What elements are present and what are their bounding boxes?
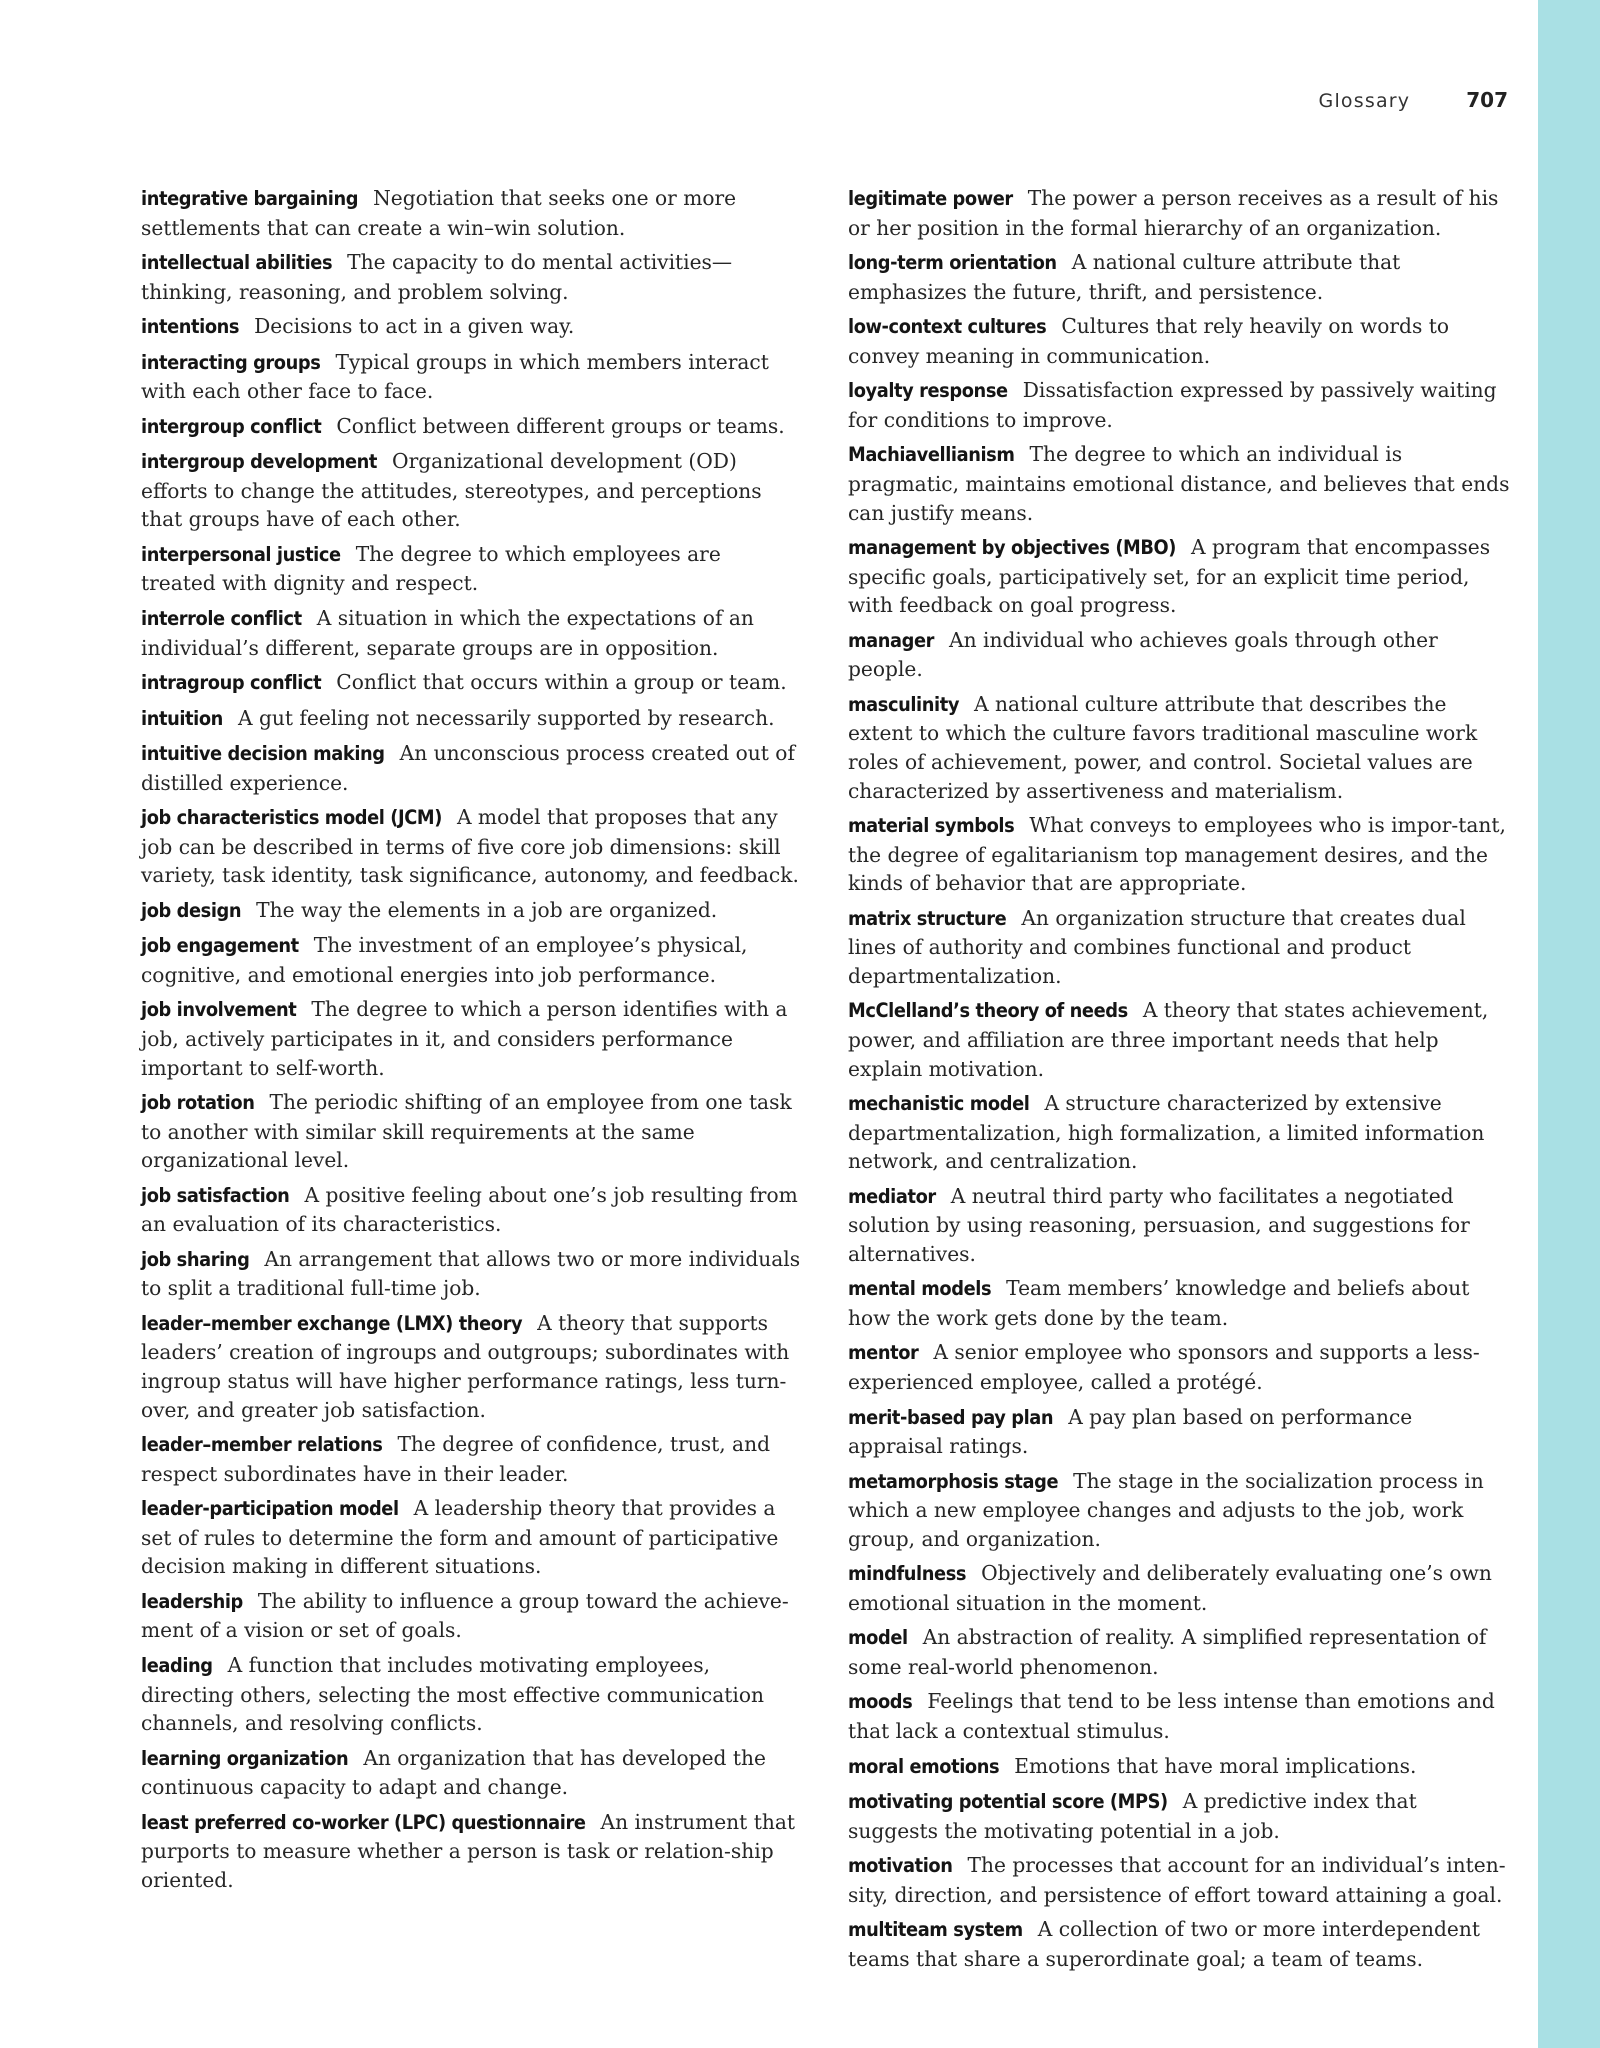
glossary-term: moods [848, 1690, 913, 1714]
glossary-entry [848, 312, 1510, 370]
glossary-term: job satisfaction [141, 1183, 290, 1207]
glossary-term: mechanistic model [848, 1092, 1030, 1116]
running-head [1200, 88, 1508, 112]
glossary-definition: A pay plan based on performance appraisal ratings. [848, 1404, 1413, 1459]
glossary-definition: Decisions to act in a given way. [254, 314, 575, 339]
glossary-term: multiteam system [848, 1918, 1023, 1942]
glossary-definition: A situation in which the expectations of an individual’s different, separate groups are in opposition. [141, 605, 754, 660]
glossary-column-right [848, 184, 1510, 1979]
glossary-term: metamorphosis stage [848, 1469, 1059, 1493]
glossary-entry [848, 1851, 1510, 1909]
glossary-term: manager [848, 628, 935, 652]
glossary-term: intellectual abilities [141, 251, 333, 275]
glossary-entry [141, 1744, 801, 1802]
glossary-column-left [141, 184, 801, 1900]
glossary-definition: A senior employee who sponsors and supports a less-experienced employee, called a protégé. [848, 1340, 1480, 1395]
glossary-entry [141, 447, 801, 534]
glossary-term: material symbols [848, 814, 1015, 837]
glossary-term: intergroup conflict [141, 414, 322, 438]
glossary-term: interpersonal justice [141, 542, 341, 566]
glossary-term: leader–member relations [141, 1433, 383, 1457]
glossary-entry [848, 376, 1510, 434]
glossary-term: interacting groups [141, 350, 321, 374]
glossary-entry [141, 896, 801, 926]
glossary-entry [848, 1687, 1510, 1745]
side-color-band [1538, 0, 1600, 2048]
glossary-definition: The power a person receives as a result of his or her position in the formal hierarchy of an organization. [848, 186, 1499, 240]
glossary-term: job design [141, 898, 242, 922]
glossary-entry [141, 739, 801, 797]
glossary-definition: An instrument that purports to measure whether a person is task or relation-ship oriented. [141, 1809, 795, 1892]
glossary-term: intuitive decision making [141, 742, 385, 765]
glossary-term: intentions [141, 315, 240, 339]
glossary-entry [141, 1808, 801, 1895]
glossary-entry [848, 1182, 1510, 1269]
glossary-entry [141, 248, 801, 306]
glossary-definition: An abstraction of reality. A simplified representation of some real-world phenomenon. [848, 1625, 1487, 1679]
glossary-entry [848, 1559, 1510, 1617]
glossary-term: management by objectives (MBO) [848, 535, 1176, 559]
glossary-definition: A predictive index that suggests the motivating potential in a job. [848, 1788, 1417, 1843]
glossary-term: interrole conflict [141, 606, 302, 630]
glossary-entry [141, 540, 801, 598]
glossary-entry [848, 1274, 1510, 1332]
glossary-definition: A function that includes motivating employees, directing others, selecting the most effective communication channels, and resolving conflicts. [141, 1652, 764, 1736]
glossary-term: least preferred co-worker (LPC) questionnaire [141, 1810, 586, 1834]
glossary-definition: The way the elements in a job are organized. [256, 897, 718, 922]
glossary-definition: Objectively and deliberately evaluating one’s own emotional situation in the moment. [848, 1561, 1492, 1615]
glossary-definition: The capacity to do mental activities—thinking, reasoning, and problem solving. [141, 250, 733, 304]
glossary-entry [848, 248, 1510, 306]
glossary-entry [848, 533, 1510, 620]
glossary-definition: The processes that account for an individual’s inten-sity, direction, and persistence of effort toward attaining a goal. [848, 1853, 1506, 1907]
glossary-entry [141, 1430, 801, 1488]
glossary-definition: An arrangement that allows two or more individuals to split a traditional full-time job. [141, 1246, 801, 1301]
glossary-entry [848, 1467, 1510, 1554]
glossary-entry [848, 996, 1510, 1083]
glossary-definition: A neutral third party who facilitates a negotiated solution by using reasoning, persuasion, and suggestions for alternatives. [848, 1183, 1470, 1266]
glossary-entry [141, 1088, 801, 1175]
glossary-definition: Organizational development (OD) efforts to change the attitudes, stereotypes, and perceptions that groups have of each other. [141, 449, 762, 532]
glossary-entry [141, 312, 801, 342]
glossary-definition: The ability to influence a group toward the achieve-ment of a vision or set of goals. [141, 1588, 789, 1643]
glossary-term: moral emotions [848, 1754, 1000, 1778]
glossary-entry [848, 1403, 1510, 1461]
glossary-term: Machiavellianism [848, 443, 1015, 467]
glossary-term: matrix structure [848, 906, 1007, 930]
glossary-definition: What conveys to employees who is impor-tant, the degree of egalitarianism top management desires, and the kinds of behavior that are appropriate. [848, 813, 1506, 896]
glossary-definition: A theory that states achievement, power, and affiliation are three important needs that help explain motivation. [848, 998, 1489, 1081]
glossary-definition: An individual who achieves goals through other people. [848, 627, 1438, 682]
glossary-entry [141, 1245, 801, 1303]
glossary-definition: A positive feeling about one’s job resulting from an evaluation of its characteristics. [141, 1182, 798, 1237]
glossary-entry [141, 704, 801, 734]
glossary-term: legitimate power [848, 187, 1013, 210]
glossary-definition: Dissatisfaction expressed by passively waiting for conditions to improve. [848, 378, 1497, 432]
glossary-entry [848, 1623, 1510, 1681]
glossary-definition: The degree to which a person identifies with a job, actively participates in it, and considers performance important to self-worth. [141, 997, 788, 1080]
glossary-definition: The degree to which an individual is pragmatic, maintains emotional distance, and believes that ends can justify means. [848, 442, 1510, 525]
glossary-definition: Feelings that tend to be less intense than emotions and that lack a contextual stimulus. [848, 1689, 1495, 1744]
glossary-entry [848, 904, 1510, 991]
glossary-entry [848, 1089, 1510, 1176]
glossary-definition: Team members’ knowledge and beliefs about how the work gets done by the team. [848, 1276, 1470, 1330]
glossary-definition: The periodic shifting of an employee from one task to another with similar skill requirements at the same organizational level. [141, 1089, 792, 1173]
glossary-term: masculinity [848, 692, 960, 716]
glossary-term: job rotation [141, 1090, 255, 1114]
glossary-term: intergroup development [141, 450, 378, 474]
glossary-term: McClelland’s theory of needs [848, 999, 1128, 1023]
glossary-entry [848, 1915, 1510, 1973]
glossary-definition: An organization that has developed the continuous capacity to adapt and change. [141, 1745, 766, 1800]
glossary-definition: Conflict between different groups or teams. [336, 413, 785, 438]
page-number: 707 [1466, 88, 1508, 112]
glossary-definition: The investment of an employee’s physical, cognitive, and emotional energies into job performance. [141, 933, 748, 987]
glossary-entry [848, 440, 1510, 527]
glossary-definition: Typical groups in which members interact with each other face to face. [141, 349, 769, 404]
glossary-entry [141, 184, 801, 242]
glossary-entry [141, 604, 801, 662]
glossary-term: low-context cultures [848, 315, 1047, 339]
glossary-term: leader-participation model [141, 1497, 399, 1521]
glossary-entry [141, 668, 801, 698]
glossary-entry [141, 931, 801, 989]
glossary-definition: A collection of two or more interdependent teams that share a superordinate goal; a team of teams. [848, 1917, 1480, 1971]
glossary-entry [141, 995, 801, 1082]
glossary-definition: A structure characterized by extensive departmentalization, high formalization, a limited information network, and centralization. [848, 1091, 1485, 1174]
glossary-definition: A theory that supports leaders’ creation of ingroups and outgroups; subordinates with ingroup status will have higher performance ratings, less turn-over, and greater job satisfaction. [141, 1310, 790, 1422]
glossary-entry [848, 1787, 1510, 1845]
glossary-entry [141, 803, 801, 890]
glossary-definition: Emotions that have moral implications. [1014, 1753, 1417, 1778]
glossary-term: job involvement [141, 998, 297, 1022]
glossary-definition: The degree to which employees are treated with dignity and respect. [141, 541, 721, 596]
glossary-term: leading [141, 1653, 213, 1677]
glossary-term: learning organization [141, 1746, 349, 1770]
glossary-entry [141, 348, 801, 406]
glossary-entry [848, 184, 1510, 242]
glossary-term: mediator [848, 1184, 936, 1208]
glossary-entry [141, 1309, 801, 1424]
glossary-definition: An organization structure that creates dual lines of authority and combines functional and product departmentalization. [848, 905, 1466, 988]
glossary-entry [848, 811, 1510, 898]
glossary-entry [141, 1651, 801, 1738]
glossary-definition: An unconscious process created out of distilled experience. [141, 741, 795, 795]
glossary-term: job sharing [141, 1247, 250, 1271]
glossary-term: motivation [848, 1854, 953, 1878]
glossary-term: job characteristics model (JCM) [141, 806, 442, 830]
glossary-term: mentor [848, 1341, 919, 1365]
glossary-definition: A gut feeling not necessarily supported by research. [237, 705, 775, 730]
glossary-term: merit-based pay plan [848, 1405, 1054, 1429]
glossary-term: motivating potential score (MPS) [848, 1789, 1168, 1813]
glossary-entry [848, 1752, 1510, 1782]
glossary-definition: A leadership theory that provides a set of rules to determine the form and amount of participative decision making in different situations. [141, 1496, 779, 1579]
section-title: Glossary [1318, 90, 1411, 112]
glossary-definition: A national culture attribute that emphasizes the future, thrift, and persistence. [848, 250, 1401, 304]
glossary-term: mental models [848, 1277, 992, 1301]
glossary-term: model [848, 1626, 908, 1650]
glossary-definition: A model that proposes that any job can be described in terms of five core job dimensions: skill variety, task identity, task significance, autonomy, and feedback. [141, 805, 799, 888]
glossary-entry [141, 1181, 801, 1239]
glossary-term: mindfulness [848, 1562, 967, 1586]
glossary-term: long-term orientation [848, 251, 1057, 275]
glossary-term: intragroup conflict [141, 671, 322, 695]
glossary-term: integrative bargaining [141, 187, 359, 210]
glossary-term: intuition [141, 706, 223, 730]
glossary-term: leader–member exchange (LMX) theory [141, 1311, 523, 1335]
glossary-definition: The stage in the socialization process in which a new employee changes and adjusts to the job, work group, and organization. [848, 1468, 1484, 1551]
glossary-term: loyalty response [848, 379, 1008, 403]
glossary-entry [141, 1587, 801, 1645]
glossary-entry [141, 1494, 801, 1581]
glossary-definition: The degree of confidence, trust, and respect subordinates have in their leader. [141, 1432, 771, 1486]
glossary-entry [848, 1338, 1510, 1396]
glossary-definition: Conflict that occurs within a group or team. [336, 670, 787, 695]
glossary-definition: A program that encompasses specific goals, participatively set, for an explicit time period, with feedback on goal progress. [848, 534, 1491, 618]
glossary-term: job engagement [141, 934, 299, 958]
glossary-entry [141, 412, 801, 442]
glossary-definition: Negotiation that seeks one or more settlements that can create a win–win solution. [141, 186, 737, 240]
glossary-definition: A national culture attribute that describes the extent to which the culture favors traditional masculine work roles of achievement, power, and control. Societal values are characterized by assertiveness and materialism. [848, 691, 1478, 803]
glossary-entry [848, 690, 1510, 805]
glossary-term: leadership [141, 1589, 243, 1613]
glossary-definition: Cultures that rely heavily on words to convey meaning in communication. [848, 314, 1450, 368]
glossary-entry [848, 626, 1510, 684]
